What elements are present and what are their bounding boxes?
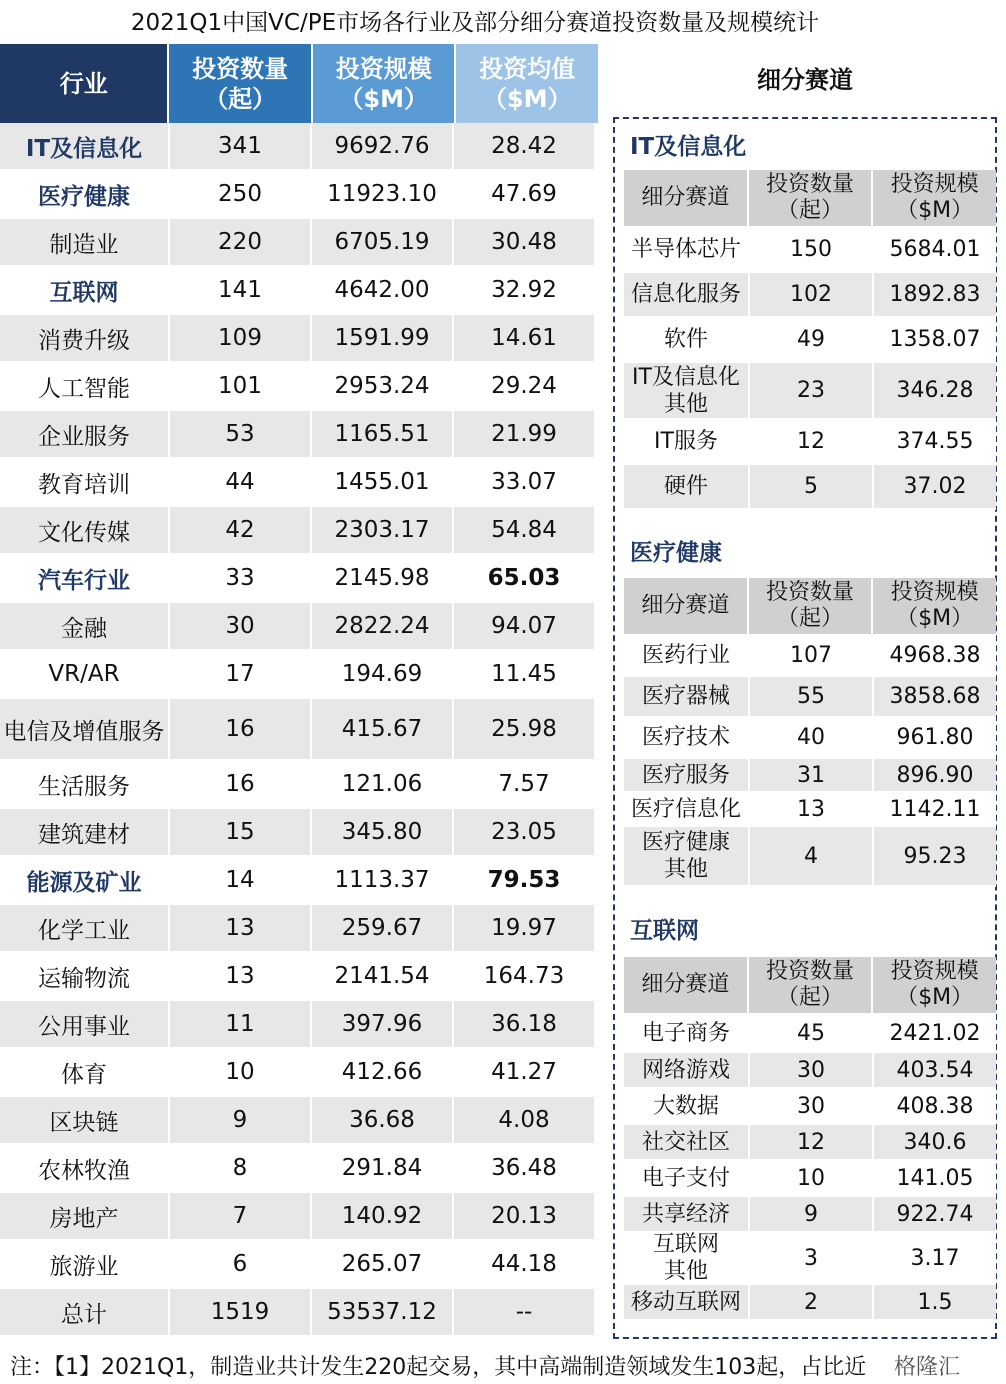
scale-cell: 2421.02	[872, 1015, 996, 1051]
column-header-line: 投资数量	[766, 959, 855, 984]
table-row	[0, 123, 598, 171]
column-header-line: 投资规模	[890, 959, 979, 984]
table-row	[624, 827, 996, 887]
count-cell: 13	[168, 953, 310, 999]
column-header-line: （$M）	[896, 198, 974, 223]
column-header-line: 投资均值	[479, 54, 576, 83]
scale-cell: 1892.83	[872, 273, 996, 316]
table-row	[0, 411, 598, 459]
scale-cell: 3858.68	[872, 677, 996, 716]
scale-cell: 5684.01	[872, 228, 996, 271]
column-header	[624, 957, 747, 1013]
industry-cell: 化学工业	[0, 905, 168, 951]
column-header-line: 行业	[59, 69, 108, 98]
scale-cell: 412.66	[310, 1049, 452, 1095]
column-header-line: （$M）	[482, 84, 572, 113]
count-cell: 15	[168, 809, 310, 855]
segment-cell	[624, 793, 748, 825]
scale-cell: 53537.12	[310, 1289, 452, 1335]
scale-cell: 11923.10	[310, 171, 452, 217]
subsection-title: 细分赛道	[757, 66, 853, 94]
column-header-line: （$M）	[896, 606, 974, 631]
column-header-line: 投资数量	[192, 54, 289, 83]
segment-line: IT服务	[654, 429, 718, 454]
column-header-line: （起）	[777, 985, 844, 1010]
industry-cell: 建筑建材	[0, 809, 168, 855]
segment-line: 移动互联网	[630, 1289, 741, 1315]
segment-line: 信息化服务	[630, 282, 741, 307]
scale-cell: 397.96	[310, 1001, 452, 1047]
column-header-line: 细分赛道	[641, 185, 730, 210]
segment-cell	[624, 465, 748, 508]
table-row	[0, 171, 598, 219]
count-cell: 5	[748, 465, 872, 508]
scale-cell: 403.54	[872, 1053, 996, 1087]
industry-cell: 公用事业	[0, 1001, 168, 1047]
table-row	[624, 1125, 996, 1161]
avg-cell: 94.07	[452, 603, 594, 649]
subsection-table	[624, 957, 996, 1321]
segment-line: 医疗信息化	[630, 796, 741, 822]
avg-cell: 14.61	[452, 315, 594, 361]
column-header-line: 投资数量	[766, 172, 855, 197]
scale-cell: 37.02	[872, 465, 996, 508]
table-row	[624, 759, 996, 793]
avg-cell: 36.18	[452, 1001, 594, 1047]
avg-cell: 7.57	[452, 761, 594, 807]
count-cell: 8	[168, 1145, 310, 1191]
count-cell: 17	[168, 651, 310, 697]
segment-cell	[624, 228, 748, 271]
segment-cell	[624, 1089, 748, 1123]
avg-cell: --	[452, 1289, 594, 1335]
segment-cell	[624, 827, 748, 885]
segment-cell	[624, 636, 748, 675]
count-cell: 4	[748, 827, 872, 885]
count-cell: 49	[748, 318, 872, 361]
count-cell: 23	[748, 363, 872, 418]
scale-cell: 259.67	[310, 905, 452, 951]
count-cell: 10	[748, 1161, 872, 1195]
industry-cell: 教育培训	[0, 459, 168, 505]
column-header	[456, 44, 598, 123]
table-row	[0, 651, 598, 699]
avg-cell: 29.24	[452, 363, 594, 409]
count-cell: 53	[168, 411, 310, 457]
avg-cell: 21.99	[452, 411, 594, 457]
table-row	[624, 793, 996, 827]
count-cell: 55	[748, 677, 872, 716]
industry-cell: 消费升级	[0, 315, 168, 361]
segment-line: 医疗健康	[641, 830, 730, 855]
count-cell: 40	[748, 718, 872, 757]
column-header-line: （$M）	[339, 84, 428, 113]
count-cell: 16	[168, 699, 310, 759]
industry-cell: 生活服务	[0, 761, 168, 807]
scale-cell: 141.05	[872, 1161, 996, 1195]
table-row	[0, 1241, 598, 1289]
column-header	[169, 44, 311, 123]
scale-cell: 2141.54	[310, 953, 452, 999]
scale-cell: 415.67	[310, 699, 452, 759]
avg-cell: 32.92	[452, 267, 594, 313]
count-cell: 150	[748, 228, 872, 271]
table-row	[624, 1285, 996, 1321]
count-cell: 7	[168, 1193, 310, 1239]
table-row	[0, 857, 598, 905]
table-row	[0, 1193, 598, 1241]
count-cell: 30	[748, 1053, 872, 1087]
industry-cell: 汽车行业	[0, 555, 168, 601]
footnote: 注：【1】2021Q1，制造业共计发生220起交易，其中高端制造领域发生103起，占比近	[10, 1355, 867, 1380]
count-cell: 44	[168, 459, 310, 505]
segment-cell	[624, 718, 748, 757]
count-cell: 6	[168, 1241, 310, 1287]
count-cell: 9	[168, 1097, 310, 1143]
count-cell: 11	[168, 1001, 310, 1047]
table-row	[624, 1089, 996, 1125]
column-header	[747, 578, 872, 634]
scale-cell: 291.84	[310, 1145, 452, 1191]
segment-line: 医疗技术	[641, 725, 730, 750]
table-row	[624, 718, 996, 759]
avg-cell: 44.18	[452, 1241, 594, 1287]
scale-cell: 2953.24	[310, 363, 452, 409]
count-cell: 13	[748, 793, 872, 825]
column-header	[624, 578, 747, 634]
count-cell: 12	[748, 1125, 872, 1159]
table-row	[0, 761, 598, 809]
table-row	[624, 420, 996, 465]
industry-cell: 运输物流	[0, 953, 168, 999]
segment-line: 社交社区	[641, 1129, 730, 1155]
count-cell: 33	[168, 555, 310, 601]
scale-cell: 140.92	[310, 1193, 452, 1239]
industry-cell: 能源及矿业	[0, 857, 168, 903]
column-header-line: （起）	[777, 198, 844, 223]
industry-cell: 文化传媒	[0, 507, 168, 553]
scale-cell: 1142.11	[872, 793, 996, 825]
scale-cell: 9692.76	[310, 123, 452, 169]
industry-cell: IT及信息化	[0, 123, 168, 169]
segment-line: 医疗服务	[641, 762, 730, 788]
segment-cell	[624, 759, 748, 791]
segment-cell	[624, 1285, 748, 1319]
table-row	[624, 228, 996, 273]
segment-cell	[624, 420, 748, 463]
table-row	[624, 1197, 996, 1233]
segment-cell	[624, 1161, 748, 1195]
avg-cell: 33.07	[452, 459, 594, 505]
count-cell: 14	[168, 857, 310, 903]
table-row	[0, 603, 598, 651]
scale-cell: 1358.07	[872, 318, 996, 361]
industry-cell: 制造业	[0, 219, 168, 265]
table-row	[624, 636, 996, 677]
subsection-label: IT及信息化	[630, 134, 747, 160]
table-row	[0, 219, 598, 267]
industry-cell: 旅游业	[0, 1241, 168, 1287]
avg-cell: 4.08	[452, 1097, 594, 1143]
table-row	[624, 1015, 996, 1053]
scale-cell: 961.80	[872, 718, 996, 757]
column-header	[624, 170, 747, 226]
count-cell: 30	[748, 1089, 872, 1123]
industry-table	[0, 44, 598, 1337]
industry-cell: 互联网	[0, 267, 168, 313]
scale-cell: 36.68	[310, 1097, 452, 1143]
avg-cell: 65.03	[452, 555, 594, 601]
table-row	[624, 465, 996, 510]
segment-line: 电子支付	[641, 1165, 730, 1191]
avg-cell: 47.69	[452, 171, 594, 217]
scale-cell: 374.55	[872, 420, 996, 463]
subsection-table	[624, 578, 996, 887]
avg-cell: 25.98	[452, 699, 594, 759]
table-row	[624, 273, 996, 318]
scale-cell: 2145.98	[310, 555, 452, 601]
count-cell: 102	[748, 273, 872, 316]
segment-line: 大数据	[652, 1093, 719, 1119]
avg-cell: 54.84	[452, 507, 594, 553]
avg-cell: 79.53	[452, 857, 594, 903]
count-cell: 30	[168, 603, 310, 649]
table-row	[0, 555, 598, 603]
segment-line: 硬件	[663, 474, 708, 499]
count-cell: 250	[168, 171, 310, 217]
column-header-line: 细分赛道	[641, 593, 730, 618]
column-header	[747, 170, 872, 226]
table-row	[624, 363, 996, 420]
industry-cell: 区块链	[0, 1097, 168, 1143]
table-row	[0, 1097, 598, 1145]
table-row	[0, 1145, 598, 1193]
scale-cell: 1113.37	[310, 857, 452, 903]
column-header	[871, 957, 996, 1013]
count-cell: 141	[168, 267, 310, 313]
industry-cell: 电信及增值服务	[0, 699, 168, 759]
scale-cell: 922.74	[872, 1197, 996, 1231]
count-cell: 109	[168, 315, 310, 361]
segment-cell	[624, 677, 748, 716]
scale-cell: 340.6	[872, 1125, 996, 1159]
table-row	[624, 318, 996, 363]
column-header-line: 投资规模	[890, 172, 979, 197]
count-cell: 101	[168, 363, 310, 409]
avg-cell: 164.73	[452, 953, 594, 999]
industry-cell: 农林牧渔	[0, 1145, 168, 1191]
scale-cell: 121.06	[310, 761, 452, 807]
scale-cell: 4968.38	[872, 636, 996, 675]
column-header-line: （$M）	[896, 985, 974, 1010]
scale-cell: 408.38	[872, 1089, 996, 1123]
segment-line: 软件	[663, 327, 708, 352]
count-cell: 9	[748, 1197, 872, 1231]
avg-cell: 20.13	[452, 1193, 594, 1239]
count-cell: 12	[748, 420, 872, 463]
scale-cell: 2303.17	[310, 507, 452, 553]
avg-cell: 28.42	[452, 123, 594, 169]
segment-line: 网络游戏	[641, 1057, 730, 1083]
table-row	[0, 809, 598, 857]
segment-line: 半导体芯片	[630, 237, 741, 262]
column-header	[313, 44, 455, 123]
scale-cell: 346.28	[872, 363, 996, 418]
column-header-line: （起）	[204, 84, 277, 113]
count-cell: 31	[748, 759, 872, 791]
table-row	[624, 1161, 996, 1197]
count-cell: 16	[168, 761, 310, 807]
avg-cell: 30.48	[452, 219, 594, 265]
avg-cell: 41.27	[452, 1049, 594, 1095]
scale-cell: 265.07	[310, 1241, 452, 1287]
table-row	[0, 507, 598, 555]
scale-cell: 1455.01	[310, 459, 452, 505]
segment-cell	[624, 1233, 748, 1283]
table-row	[0, 1289, 598, 1337]
table-row	[0, 905, 598, 953]
column-header-line: 细分赛道	[641, 972, 730, 997]
scale-cell: 1.5	[872, 1285, 996, 1319]
segment-line: 其他	[663, 391, 708, 417]
industry-table-header	[0, 44, 598, 123]
segment-line: 其他	[663, 857, 708, 882]
count-cell: 107	[748, 636, 872, 675]
segment-cell	[624, 1015, 748, 1051]
column-header	[747, 957, 872, 1013]
table-row	[0, 1049, 598, 1097]
table-row	[0, 953, 598, 1001]
count-cell: 2	[748, 1285, 872, 1319]
count-cell: 42	[168, 507, 310, 553]
scale-cell: 3.17	[872, 1233, 996, 1283]
segment-cell	[624, 1197, 748, 1231]
scale-cell: 4642.00	[310, 267, 452, 313]
industry-cell: VR/AR	[0, 651, 168, 697]
industry-cell: 总计	[0, 1289, 168, 1335]
column-header	[0, 44, 167, 123]
count-cell: 1519	[168, 1289, 310, 1335]
table-row	[624, 1053, 996, 1089]
column-header-line: （起）	[777, 606, 844, 631]
scale-cell: 2822.24	[310, 603, 452, 649]
scale-cell: 95.23	[872, 827, 996, 885]
table-row	[0, 1001, 598, 1049]
segment-cell	[624, 1125, 748, 1159]
segment-cell	[624, 318, 748, 361]
count-cell: 45	[748, 1015, 872, 1051]
subsection-label: 医疗健康	[630, 540, 722, 566]
page-title: 2021Q1中国VC/PE市场各行业及部分细分赛道投资数量及规模统计	[130, 10, 820, 36]
table-row	[624, 677, 996, 718]
segment-line: IT及信息化	[632, 364, 740, 390]
industry-cell: 医疗健康	[0, 171, 168, 217]
count-cell: 341	[168, 123, 310, 169]
column-header-line: 投资规模	[890, 580, 979, 605]
segment-cell	[624, 273, 748, 316]
subsection-table-header	[624, 170, 996, 228]
table-row	[0, 315, 598, 363]
segment-line: 互联网	[652, 1232, 719, 1257]
column-header	[871, 170, 996, 226]
count-cell: 220	[168, 219, 310, 265]
avg-cell: 36.48	[452, 1145, 594, 1191]
segment-line: 其他	[663, 1259, 708, 1284]
column-header-line: 投资数量	[766, 580, 855, 605]
subsection-table-header	[624, 578, 996, 636]
table-row	[0, 459, 598, 507]
industry-cell: 金融	[0, 603, 168, 649]
segment-cell	[624, 363, 748, 418]
table-row	[0, 699, 598, 761]
count-cell: 13	[168, 905, 310, 951]
scale-cell: 345.80	[310, 809, 452, 855]
industry-cell: 企业服务	[0, 411, 168, 457]
segment-cell	[624, 1053, 748, 1087]
scale-cell: 1591.99	[310, 315, 452, 361]
industry-cell: 房地产	[0, 1193, 168, 1239]
avg-cell: 23.05	[452, 809, 594, 855]
column-header	[871, 578, 996, 634]
subsection-label: 互联网	[630, 918, 699, 944]
table-row	[624, 1233, 996, 1285]
subsection-table-header	[624, 957, 996, 1015]
avg-cell: 19.97	[452, 905, 594, 951]
scale-cell: 194.69	[310, 651, 452, 697]
segment-line: 医疗器械	[641, 684, 730, 709]
segment-line: 电子商务	[641, 1020, 730, 1046]
table-row	[0, 267, 598, 315]
scale-cell: 6705.19	[310, 219, 452, 265]
column-header-line: 投资规模	[335, 54, 432, 83]
subsection-table	[624, 170, 996, 510]
table-row	[0, 363, 598, 411]
industry-cell: 体育	[0, 1049, 168, 1095]
industry-cell: 人工智能	[0, 363, 168, 409]
scale-cell: 1165.51	[310, 411, 452, 457]
segment-line: 医药行业	[641, 643, 730, 668]
count-cell: 10	[168, 1049, 310, 1095]
avg-cell: 11.45	[452, 651, 594, 697]
brand-watermark: 格隆汇	[894, 1350, 960, 1381]
count-cell: 3	[748, 1233, 872, 1283]
segment-line: 共享经济	[641, 1201, 730, 1227]
scale-cell: 896.90	[872, 759, 996, 791]
